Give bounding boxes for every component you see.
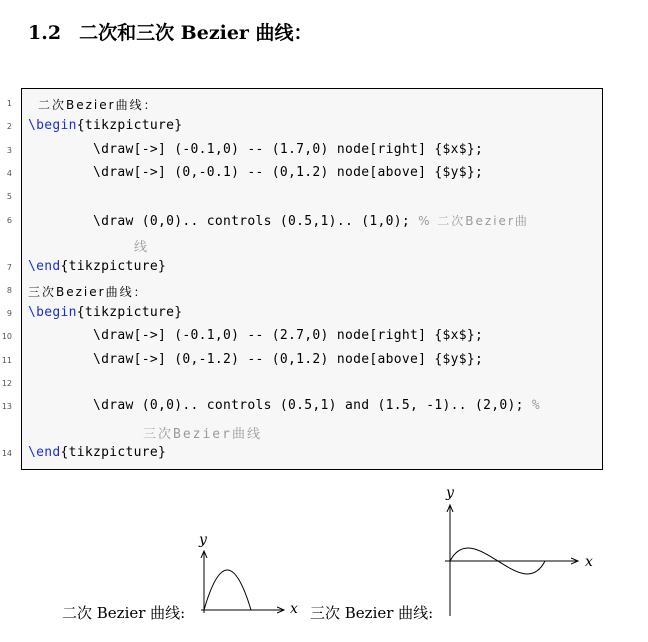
code-part: \draw (0,0).. controls (0.5,1).. (1,0); — [28, 214, 419, 229]
comment-continuation: 线 — [134, 240, 150, 255]
quadratic-x-label: x — [290, 601, 298, 617]
keyword: \begin — [28, 118, 77, 133]
keyword: \begin — [28, 305, 77, 320]
comment: % 二次Bezier曲 — [418, 214, 529, 228]
quadratic-curve — [204, 570, 251, 610]
line-number: 10 — [1, 332, 12, 341]
section-title: 二次和三次 Bezier 曲线： — [79, 22, 313, 44]
code-text: \draw[->] (-0.1,0) -- (2.7,0) node[right] {$x$}; — [28, 328, 484, 343]
comment-continuation: 三次Bezier曲线 — [143, 427, 262, 442]
code-part: \draw (0,0).. controls (0.5,1) and (1.5, -1).. (2,0); — [28, 398, 532, 413]
line-number: 9 — [6, 309, 12, 318]
comment: % — [531, 398, 540, 413]
code-text: \draw[->] (0,-0.1) -- (0,1.2) node[above] {$y$}; — [28, 165, 484, 180]
line-number: 6 — [6, 216, 12, 225]
section-number: 1.2 — [28, 22, 62, 44]
code-text: \draw[->] (-0.1,0) -- (1.7,0) node[right] {$x$}; — [28, 142, 484, 157]
cubic-figure — [445, 485, 593, 616]
line-number: 3 — [6, 146, 12, 155]
code-text: 二次Bezier曲线： — [38, 98, 158, 112]
code-text: \draw[->] (0,-1.2) -- (0,1.2) node[above] {$y$}; — [28, 352, 484, 367]
code-text: 三次Bezier曲线： — [28, 285, 148, 299]
argument: {tikzpicture} — [76, 118, 183, 133]
line-number: 14 — [1, 449, 12, 458]
line-number: 12 — [1, 379, 12, 388]
argument: {tikzpicture} — [76, 305, 183, 320]
quadratic-figure — [198, 532, 298, 617]
line-number: 11 — [1, 356, 12, 365]
cubic-x-label: x — [585, 554, 593, 570]
keyword: \end — [28, 445, 61, 460]
cubic-y-label: y — [446, 485, 454, 501]
line-number: 8 — [6, 286, 12, 295]
line-number: 5 — [6, 192, 12, 201]
keyword: \end — [28, 259, 61, 274]
line-number: 1 — [6, 99, 12, 108]
argument: {tikzpicture} — [60, 445, 167, 460]
cubic-caption: 三次 Bezier 曲线: — [310, 604, 434, 622]
line-number: 4 — [6, 169, 12, 178]
line-number: 2 — [6, 122, 12, 131]
argument: {tikzpicture} — [60, 259, 167, 274]
quadratic-caption: 二次 Bezier 曲线: — [62, 604, 186, 622]
line-number: 7 — [6, 263, 12, 272]
line-number: 13 — [1, 402, 12, 411]
quadratic-y-label: y — [199, 532, 207, 548]
